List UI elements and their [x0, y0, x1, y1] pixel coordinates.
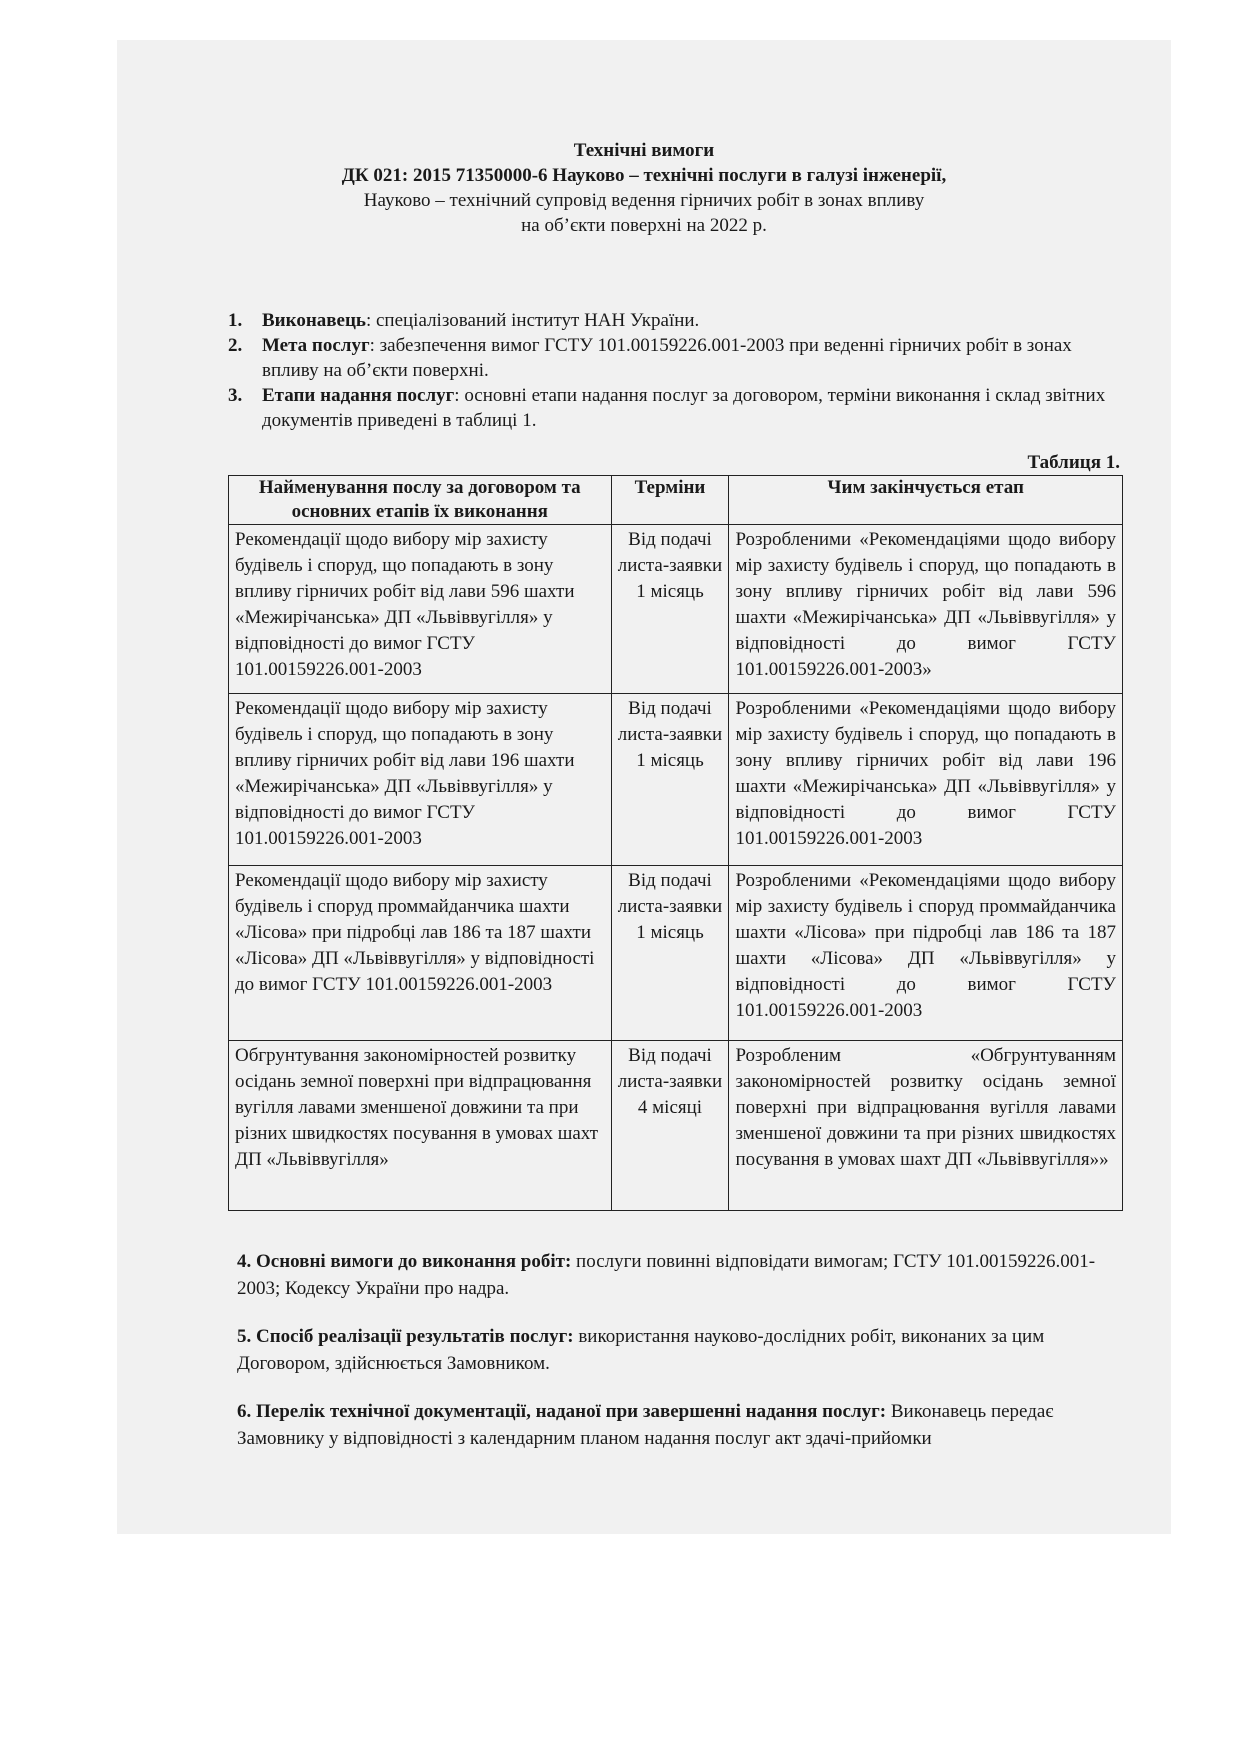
list-item — [228, 308, 1108, 333]
item-number: 1. — [228, 310, 243, 331]
cell-name: Рекомендації щодо вибору мір захисту будівель і споруд, що попадають в зону впливу гірничих робіт від лави 596 шахти «Межирічанська» ДП «Львіввугілля» у відповідності до вимог ГСТУ 101.00159226.001-2003 — [229, 525, 612, 694]
item-label: Мета послуг — [262, 335, 370, 356]
table-row — [229, 525, 1123, 694]
cell-name: Рекомендації щодо вибору мір захисту будівель і споруд проммайданчика шахти «Лісова» при підробці лав 186 та 187 шахти «Лісова» ДП «Львіввугілля» у відповідності до вимог ГСТУ 101.00159226.001-2003 — [229, 866, 612, 1041]
section-5 — [237, 1323, 1117, 1377]
section-6 — [237, 1398, 1117, 1452]
header-name: Найменування послу за договором та основних етапів їх виконання — [229, 476, 612, 525]
table-row — [229, 694, 1123, 866]
list-item — [228, 333, 1108, 383]
item-number: 3. — [228, 385, 243, 406]
requirements-list — [228, 308, 1108, 433]
list-item — [228, 383, 1108, 433]
section-5-text: використання науково-дослідних робіт, виконаних за цим Договором, здійснюється Замовником. — [237, 1326, 1045, 1374]
item-label: Етапи надання послуг — [262, 385, 455, 406]
stages-table — [228, 475, 1123, 1211]
cell-result: Розробленими «Рекомендаціями щодо вибору мір захисту будівель і споруд, що попадають в зону впливу гірничих робіт від лави 596 шахти «Межирічанська» ДП «Львіввугілля» у відповідності до вимог ГСТУ 101.00159226.001-2003» — [729, 525, 1123, 694]
table-row — [229, 1041, 1123, 1211]
item-text: : спеціалізований інститут НАН України. — [365, 310, 700, 331]
section-4 — [237, 1248, 1117, 1302]
item-text: : основні етапи надання послуг за договором, терміни виконання і склад звітних документів приведені в таблиці 1. — [262, 385, 1106, 431]
title-line-1: Технічні вимоги — [573, 140, 715, 161]
section-6-text: Виконавець передає Замовнику у відповідності з календарним планом надання послуг акт здачі-прийомки — [237, 1401, 1054, 1449]
section-6-label: 6. Перелік технічної документації, наданої при завершенні надання послуг: — [237, 1401, 887, 1422]
table-caption: Таблиця 1. — [1027, 452, 1120, 473]
section-4-text: послуги повинні відповідати вимогам; ГСТУ 101.00159226.001-2003; Кодексу України про надра. — [237, 1251, 1096, 1299]
section-5-label: 5. Спосіб реалізації результатів послуг: — [237, 1326, 574, 1347]
cell-result: Розробленими «Рекомендаціями щодо вибору мір захисту будівель і споруд проммайданчика шахти «Лісова» при підробці лав 186 та 187 шахти «Лісова» ДП «Львіввугілля» у відповідності до вимог ГСТУ 101.00159226.001-2003 — [729, 866, 1123, 1041]
section-4-label: 4. Основні вимоги до виконання робіт: — [237, 1251, 572, 1272]
item-label: Виконавець — [262, 310, 366, 331]
cell-term: Від подачі листа-заявки 1 місяць — [611, 694, 729, 866]
table-header-row — [229, 476, 1123, 525]
table-row — [229, 866, 1123, 1041]
cell-result: Розробленим «Обгрунтуванням закономірностей розвитку осідань земної поверхні при відпрацювання вугілля лавами зменшеної довжини та при різних швидкостях посування в умовах шахт ДП «Львіввугілля»» — [729, 1041, 1123, 1211]
title-line-3: Науково – технічний супровід ведення гірничих робіт в зонах впливу — [363, 190, 925, 211]
cell-name: Рекомендації щодо вибору мір захисту будівель і споруд, що попадають в зону впливу гірничих робіт від лави 196 шахти «Межирічанська» ДП «Львіввугілля» у відповідності до вимог ГСТУ 101.00159226.001-2003 — [229, 694, 612, 866]
title-line-2: ДК 021: 2015 71350000-6 Науково – технічні послуги в галузі інженерії, — [341, 165, 947, 186]
item-text: : забезпечення вимог ГСТУ 101.00159226.001-2003 при веденні гірничих робіт в зонах впливу на об’єкти поверхні. — [262, 335, 1072, 381]
item-number: 2. — [228, 335, 243, 356]
header-term: Терміни — [611, 476, 729, 525]
cell-term: Від подачі листа-заявки 4 місяці — [611, 1041, 729, 1211]
document-title — [117, 138, 1171, 238]
cell-term: Від подачі листа-заявки 1 місяць — [611, 525, 729, 694]
cell-name: Обгрунтування закономірностей розвитку осідань земної поверхні при відпрацювання вугілля лавами зменшеної довжини та при різних швидкостях посування в умовах шахт ДП «Львіввугілля» — [229, 1041, 612, 1211]
title-line-4: на об’єкти поверхні на 2022 р. — [521, 215, 767, 236]
cell-term: Від подачі листа-заявки 1 місяць — [611, 866, 729, 1041]
header-result: Чим закінчується етап — [729, 476, 1123, 525]
cell-result: Розробленими «Рекомендаціями щодо вибору мір захисту будівель і споруд, що попадають в зону впливу гірничих робіт від лави 196 шахти «Межирічанська» ДП «Львіввугілля» у відповідності до вимог ГСТУ 101.00159226.001-2003 — [729, 694, 1123, 866]
